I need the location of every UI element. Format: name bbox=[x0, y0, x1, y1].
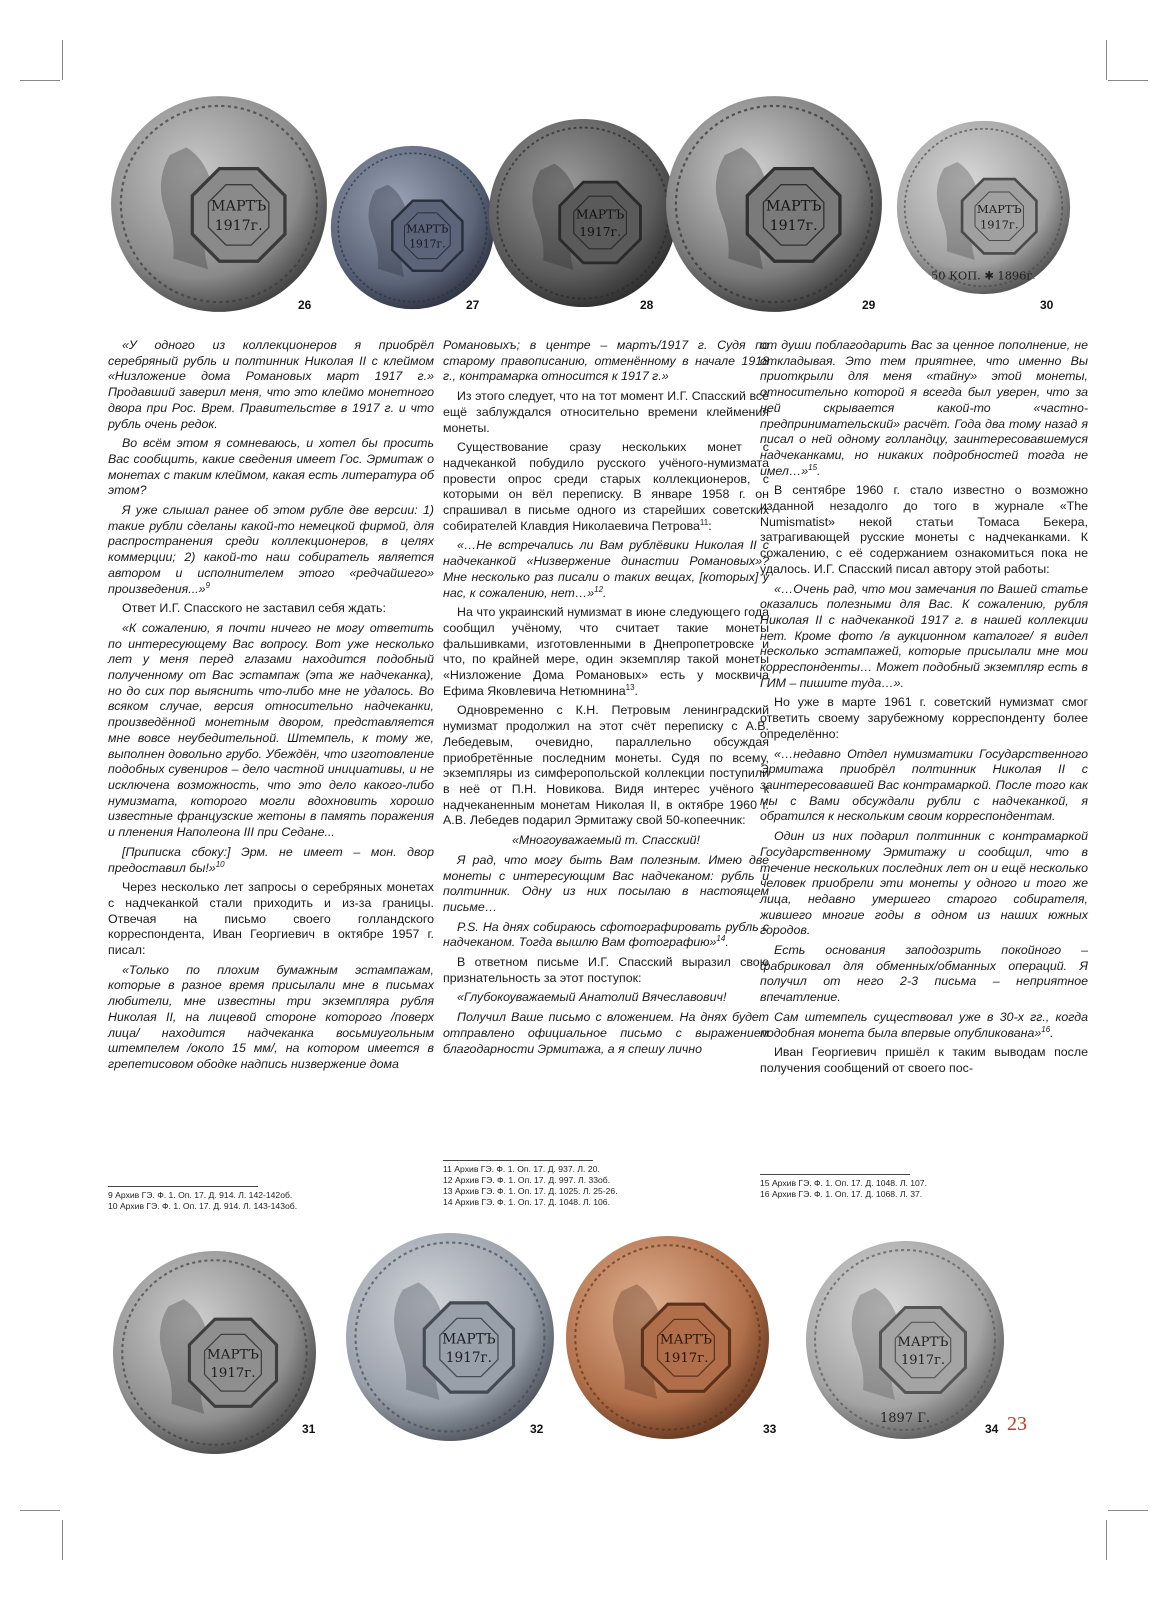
coin-image bbox=[345, 1232, 555, 1442]
paragraph-text: «К сожалению, я почти ничего не могу ответить по интересующему Вас вопросу. Вот уже несколько лет у меня перед глазами находится подобный полученному от Вас эстампаж (эта же надчеканка), но до сих пор выяснить что-либо мне не удалось. Во всяком случае, версия относительно надчеканки, произведённой монетным двором, представляется мне вовсе неубедительной. Штемпель, к тому же, выполнен довольно грубо. Убеждён, что изготовление подобных сувениров – дело частной инициативы, и не исключена возможность, что это дело какого-либо нумизмата, которого могли вдохновить хорошо известные французские жетоны в память поражения и пленения Наполеона III при Седане... bbox=[108, 620, 434, 840]
coin-stamp-text: 1917г. bbox=[980, 217, 1019, 232]
coin-stamp-text: МАРТЪ bbox=[897, 1335, 949, 1350]
paragraph bbox=[443, 833, 769, 849]
paragraph-text: Романовыхъ; в центре – мартъ/1917 г. Судя по старому правописанию, отменённому в начале 1918 г., контрамарка относится к 1917 г.» bbox=[443, 338, 769, 384]
paragraph-text: [Приписка сбоку:] Эрм. не имеет – мон. двор предоставил бы!» bbox=[108, 844, 434, 875]
paragraph-text: «…недавно Отдел нумизматики Государственного Эрмитажа приобрёл полтинник Николая II с заинтересовавшей Вас контрамаркой. После того как мы с Вами обсуждали рубли с надчеканкой, я обратился к нескольким своим корреспондентам. bbox=[760, 746, 1088, 824]
paragraph bbox=[760, 1045, 1088, 1076]
footnote-ref: 16 bbox=[1041, 1024, 1051, 1034]
footnotes-column-1 bbox=[108, 1186, 297, 1212]
coin-stamp-text: 1917г. bbox=[445, 1350, 493, 1367]
crop-mark bbox=[20, 80, 60, 81]
crop-mark bbox=[1106, 1520, 1107, 1560]
footnote: 12 Архив ГЭ. Ф. 1. Оп. 17. Д. 997. Л. 33об. bbox=[443, 1175, 611, 1185]
paragraph-text: В ответном письме И.Г. Спасский выразил свою признательность за этот поступок: bbox=[443, 955, 769, 985]
coin-figure-number: 34 bbox=[985, 1422, 999, 1436]
paragraph-text: «Глубокоуважаемый Анатолий Вячеславович! bbox=[457, 990, 727, 1005]
paragraph-text: Я уже слышал ранее об этом рубле две версии: 1) такие рубли сделаны какой-то немецкой фирмой, для распространения среди коллекционеров, в целях коммерции; 2) какой-то наш собиратель является автором и исполнителем этого «редчайшего» произведения...» bbox=[108, 503, 434, 596]
footnote-ref: 12 bbox=[594, 584, 604, 594]
coin-figure-number: 28 bbox=[640, 298, 654, 312]
coin-stamp-text: 1917г. bbox=[663, 1351, 709, 1367]
coin-stamp-text: 1917г. bbox=[769, 218, 818, 235]
paragraph-tail: . bbox=[725, 935, 729, 950]
paragraph-tail: . bbox=[1050, 1025, 1054, 1040]
paragraph-tail: . bbox=[634, 683, 638, 698]
paragraph bbox=[108, 436, 434, 499]
paragraph bbox=[760, 829, 1088, 939]
coin-image bbox=[488, 118, 678, 308]
crop-mark bbox=[1108, 80, 1148, 81]
coin-image bbox=[112, 1250, 317, 1455]
paragraph-text: Из этого следует, что на тот момент И.Г. Спасский всё ещё заблуждался относительно времени клеймения монеты. bbox=[443, 389, 769, 435]
text-column-2 bbox=[443, 338, 769, 1061]
coin-figure-number: 31 bbox=[302, 1422, 316, 1436]
coin-stamp-text: 1917г. bbox=[210, 1366, 256, 1382]
footnote-rule bbox=[108, 1186, 258, 1187]
paragraph-text: Но уже в марте 1961 г. советский нумизмат смог ответить своему зарубежному корреспонденту более определённо: bbox=[760, 695, 1088, 741]
footnote: 15 Архив ГЭ. Ф. 1. Оп. 17. Д. 1048. Л. 107. bbox=[760, 1178, 927, 1188]
footnote-ref: 13 bbox=[625, 682, 635, 692]
coin-stamp-text: 1917г. bbox=[579, 224, 622, 239]
footnotes-column-3 bbox=[760, 1174, 927, 1200]
crop-mark bbox=[1108, 1510, 1148, 1511]
crop-mark bbox=[1106, 40, 1107, 80]
paragraph bbox=[108, 601, 434, 617]
coin-stamp-text: МАРТЪ bbox=[206, 1347, 260, 1363]
coin-figure-number: 29 bbox=[862, 298, 876, 312]
footnote-rule bbox=[760, 1174, 910, 1175]
footnote-ref: 9 bbox=[205, 580, 210, 590]
coin-stamp-text: МАРТЪ bbox=[210, 198, 267, 215]
paragraph-text: В сентябре 1960 г. стало известно о возможно изданной незадолго до того в журнале «The Numismatist» некой статьи Томаса Бекера, затрагивающей русские монеты с надчеканками. К сожалению, с её содержанием ознакомиться пока не удалось. И.Г. Спасский писал автору этой работы: bbox=[760, 483, 1088, 576]
coin-image bbox=[330, 145, 495, 310]
paragraph-text: Во всём этом я сомневаюсь, и хотел бы просить Вас сообщить, какие сведения имеет Гос. Эрмитаж о монетах с таким клеймом, какая есть литература об этом? bbox=[108, 436, 434, 498]
paragraph-tail: . bbox=[603, 585, 607, 600]
paragraph bbox=[443, 440, 769, 534]
paragraph-text: P.S. На днях собираюсь сфотографировать рубль с надчеканом. Тогда вышлю Вам фотографию» bbox=[443, 919, 769, 950]
footnote-rule bbox=[443, 1160, 593, 1161]
paragraph bbox=[108, 880, 434, 959]
paragraph bbox=[108, 338, 434, 432]
footnote: 9 Архив ГЭ. Ф. 1. Оп. 17. Д. 914. Л. 142-142об. bbox=[108, 1190, 293, 1200]
text-column-1 bbox=[108, 338, 434, 1077]
paragraph-tail: : bbox=[708, 518, 712, 533]
coin-stamp-text: 1917г. bbox=[214, 218, 263, 235]
paragraph-text: Получил Ваше письмо с вложением. На днях будет отправлено официальное письмо с выражением благодарности Эрмитажа, а я спешу лично bbox=[443, 1010, 769, 1056]
paragraph-text: Существование сразу нескольких монет с надчеканкой побудило русского учёного-нумизмата провести опрос среди старых коллекционеров, с которыми он вёл переписку. В январе 1958 г. он спрашивал в письме одного из старейших советских собирателей Клавдия Николаевича Петрова bbox=[443, 440, 769, 533]
coin-stamp-text: МАРТЪ bbox=[659, 1332, 713, 1348]
coin-stamp-text: МАРТЪ bbox=[765, 198, 822, 215]
coin-image bbox=[665, 95, 883, 313]
paragraph bbox=[443, 605, 769, 699]
paragraph-text: Ответ И.Г. Спасского не заставил себя ждать: bbox=[122, 601, 386, 616]
paragraph-text: На что украинский нумизмат в июне следующего года сообщил учёному, что считает такие монеты фальшивками, изготовленными в Днепропетровске и что, по крайней мере, один экземпляр такой монеты «Низложение Дома Романовых» есть у москвича Ефима Яковлевича Нетюмнина bbox=[443, 605, 769, 698]
paragraph bbox=[443, 955, 769, 986]
paragraph bbox=[443, 853, 769, 916]
paragraph-text: «Только по плохим бумажным эстампажам, которые в разное время присылали мне в письмах любители, мне известны три экземпляра рубля Николая II, на лицевой стороне которого /поверх лица/ находится надчеканка восьмиугольным штемпелем /около 15 мм/, на котором имеется в грепетисовом ободке надпись низвержение дома bbox=[108, 962, 434, 1071]
paragraph-text: Иван Георгиевич пришёл к таким выводам после получения сообщений от своего пос- bbox=[760, 1045, 1088, 1075]
coin-rim-text: 1897 Г. bbox=[880, 1411, 930, 1426]
paragraph-text: Есть основания заподозрить покойного – фабриковал для обменных/обманных операций. Я получил от него 2-3 письма – неприятное впечатление. bbox=[760, 943, 1088, 1005]
paragraph bbox=[760, 582, 1088, 692]
footnote-ref: 11 bbox=[699, 517, 709, 527]
coin-figure-number: 30 bbox=[1040, 298, 1054, 312]
paragraph-text: «Многоуважаемый т. Спасский! bbox=[512, 833, 700, 848]
paragraph bbox=[108, 963, 434, 1073]
footnote: 14 Архив ГЭ. Ф. 1. Оп. 17. Д. 1048. Л. 106. bbox=[443, 1197, 610, 1207]
paragraph bbox=[443, 1010, 769, 1057]
coin-image bbox=[110, 95, 328, 313]
footnote-ref: 14 bbox=[716, 934, 726, 944]
paragraph bbox=[443, 389, 769, 436]
paragraph bbox=[760, 338, 1088, 479]
coin-figure-number: 27 bbox=[466, 298, 480, 312]
paragraph bbox=[443, 990, 769, 1006]
coin-stamp-text: 1917г. bbox=[409, 237, 446, 251]
coin-stamp-text: МАРТЪ bbox=[575, 207, 625, 222]
paragraph bbox=[443, 338, 769, 385]
paragraph bbox=[443, 703, 769, 829]
paragraph bbox=[760, 695, 1088, 742]
paragraph bbox=[108, 845, 434, 876]
paragraph bbox=[760, 483, 1088, 577]
paragraph-text: Через несколько лет запросы о серебряных монетах с надчеканкой стали приходить и из-за границы. Отвечая на письмо своего голландского корреспондента, Иван Георгиевич в октябре 1957 г. писал: bbox=[108, 880, 434, 958]
paragraph-text: «У одного из коллекционеров я приобрёл серебряный рубль и полтинник Николая II с клеймом «Низложение дома Романовых март 1917 г.» Продавший заверил меня, что это клеймо монетного двора при Рос. Врем. Правительстве в 1917 г. и что рубль очень редок. bbox=[108, 338, 434, 431]
paragraph bbox=[108, 503, 434, 597]
paragraph bbox=[108, 621, 434, 841]
coin-image bbox=[896, 120, 1071, 295]
coin-figure-number: 32 bbox=[530, 1422, 544, 1436]
paragraph-text: Один из них подарил полтинник с контрамаркой Государственному Эрмитажу и сообщил, что в течение нескольких последних лет он и ещё несколько человек приобрели эти монеты у одного и того же лица, недавно умершего старого собирателя, жившего многие годы в одном из наших южных городов. bbox=[760, 829, 1088, 938]
footnote: 10 Архив ГЭ. Ф. 1. Оп. 17. Д. 914. Л. 143-143об. bbox=[108, 1201, 298, 1211]
paragraph bbox=[443, 538, 769, 601]
paragraph-text: «…Не встречались ли Вам рублёвики Николая II с надчеканкой «Низвержение династии Романовых»? Мне несколько раз писали о таких вещах, [которых] у нас, к сожалению, нет…» bbox=[443, 538, 769, 600]
footnotes-column-2 bbox=[443, 1160, 618, 1208]
footnote: 11 Архив ГЭ. Ф. 1. Оп. 17. Д. 937. Л. 20. bbox=[443, 1164, 600, 1174]
coin-stamp-text: МАРТЪ bbox=[442, 1331, 496, 1348]
paragraph bbox=[760, 943, 1088, 1006]
crop-mark bbox=[62, 40, 63, 80]
coin-image bbox=[565, 1235, 770, 1440]
paragraph-text: Сам штемпель существовал уже в 30-х гг., когда подобная монета была впервые опубликована» bbox=[760, 1009, 1088, 1040]
footnote-ref: 15 bbox=[808, 462, 818, 472]
coin-rim-text: 50 КОП. ✱ 1896г. bbox=[931, 268, 1036, 283]
paragraph bbox=[760, 1010, 1088, 1041]
paragraph bbox=[443, 920, 769, 951]
footnote: 16 Архив ГЭ. Ф. 1. Оп. 17. Д. 1068. Л. 37. bbox=[760, 1189, 923, 1199]
paragraph-text: Одновременно с К.Н. Петровым ленинградский нумизмат продолжил на этот счёт переписку с А.В. Лебедевым, очевидно, параллельно обсуждая приобретённые последним монеты. Судя по всему, экземпляры из симферопольской коллекции поступили в неё от П.Н. Новикова. Видя интерес учёного к надчеканенным монетам Николая II, в октябре 1960 г. А.В. Лебедев подарил Эрмитажу свой 50-копеечник: bbox=[443, 703, 769, 828]
paragraph-text: от души поблагодарить Вас за ценное пополнение, не откладывая. Это тем приятнее, что именно Вы приоткрыли для меня «тайну» этой монеты, относительно которой я всегда был уверен, что за ней скрывается какой-то «частно-предпринимательский» расчёт. Года два тому назад я писал о ней одному голландцу, заинтересовавшемуся надчеканками, но никаких подробностей тогда не имел…» bbox=[760, 338, 1088, 478]
coin-image bbox=[805, 1240, 1005, 1440]
coin-figure-number: 33 bbox=[763, 1422, 777, 1436]
coin-stamp-text: МАРТЪ bbox=[406, 222, 449, 236]
footnote: 13 Архив ГЭ. Ф. 1. Оп. 17. Д. 1025. Л. 25-26. bbox=[443, 1186, 618, 1196]
footnote-ref: 10 bbox=[215, 859, 225, 869]
crop-mark bbox=[62, 1520, 63, 1560]
paragraph-text: Я рад, что могу быть Вам полезным. Имею две монеты с интересующим Вас надчеканом: рубль и полтинник. Одну из них посылаю в настоящем письме… bbox=[443, 852, 769, 914]
page-number: 23 bbox=[1007, 1413, 1027, 1435]
paragraph bbox=[760, 747, 1088, 826]
paragraph-tail: . bbox=[817, 463, 821, 478]
coin-stamp-text: МАРТЪ bbox=[977, 201, 1022, 216]
coin-stamp-text: 1917г. bbox=[900, 1353, 946, 1368]
paragraph-text: «…Очень рад, что мои замечания по Вашей статье оказались полезными для Вас. К сожалению, рубля Николая II с надчеканкой 1917 г. в нашей коллекции нет. Кроме фото /в аукционном каталоге/ я видел несколько эстампажей, которые присылали мне мои корреспонденты… Может подобный экземпляр есть в ГИМ – пишите туда…». bbox=[760, 581, 1088, 690]
crop-mark bbox=[20, 1510, 60, 1511]
text-column-3 bbox=[760, 338, 1088, 1081]
coin-figure-number: 26 bbox=[298, 298, 312, 312]
